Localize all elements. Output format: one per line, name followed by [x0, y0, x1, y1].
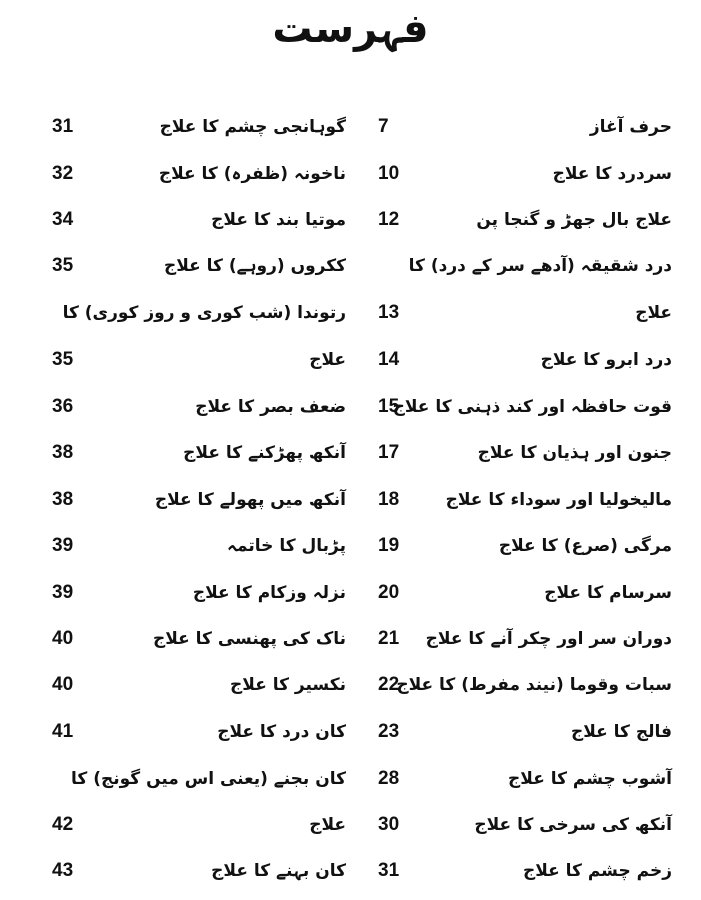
toc-entry-title: سرسام کا علاج — [544, 583, 672, 603]
toc-entry-title: علاج — [309, 815, 346, 835]
toc-entry-title: ناخونہ (ظفرہ) کا علاج — [158, 164, 346, 184]
toc-entry-title: رتوندا (شب کوری و روز کوری) کا — [62, 303, 346, 323]
toc-entry-page: 20 — [378, 582, 400, 603]
toc-entry-title: ضعف بصر کا علاج — [195, 397, 346, 417]
toc-entry-page: 13 — [378, 302, 400, 323]
toc-entry[interactable] — [372, 436, 672, 470]
toc-entry-page: 22 — [378, 674, 400, 695]
toc-entry-page: 17 — [378, 442, 400, 463]
toc-entry[interactable] — [372, 715, 672, 749]
toc-entry[interactable] — [40, 249, 346, 283]
toc-entry[interactable] — [40, 622, 346, 656]
toc-entry-title: مرگی (صرع) کا علاج — [498, 536, 672, 556]
toc-left-column — [40, 102, 346, 892]
toc-entry-title: نکسیر کا علاج — [230, 675, 346, 695]
toc-entry-page: 32 — [52, 163, 74, 184]
toc-entry-title: سبات وقوما (نیند مفرط) کا علاج — [396, 675, 672, 695]
toc-entry-page: 7 — [378, 116, 389, 137]
toc-entry-page: 36 — [52, 396, 74, 417]
toc-entry-page: 38 — [52, 442, 74, 463]
toc-entry-title: آنکھ کی سرخی کا علاج — [474, 815, 672, 835]
toc-entry-page: 42 — [52, 814, 74, 835]
toc-entry-title: علاج بال جھڑ و گنجا پن — [476, 210, 672, 230]
toc-entry-title: درد ابرو کا علاج — [540, 350, 672, 370]
toc-entry[interactable] — [40, 808, 346, 842]
toc-entry-title: پڑبال کا خاتمہ — [227, 536, 346, 556]
toc-entry-title: کان بہنے کا علاج — [211, 861, 346, 881]
toc-entry-page: 12 — [378, 209, 400, 230]
toc-entry[interactable] — [372, 668, 672, 702]
toc-entry[interactable] — [40, 529, 346, 563]
toc-entry-page: 41 — [52, 721, 74, 742]
toc-entry-page: 28 — [378, 768, 400, 789]
toc-entry-title: جنون اور ہذیان کا علاج — [477, 443, 672, 463]
toc-entry-title: کان بجنے (یعنی اس میں گونج) کا — [71, 769, 346, 789]
toc-entry-page: 30 — [378, 814, 400, 835]
toc-entry-title: زخم چشم کا علاج — [522, 861, 672, 881]
toc-entry[interactable] — [372, 249, 672, 283]
toc-entry-title: سردرد کا علاج — [552, 164, 672, 184]
toc-entry[interactable] — [372, 622, 672, 656]
toc-entry[interactable] — [40, 576, 346, 610]
toc-entry-title: حرف آغاز — [589, 117, 672, 137]
toc-entry-title: موتیا بند کا علاج — [211, 210, 346, 230]
toc-entry-page: 35 — [52, 349, 74, 370]
toc-entry-title: کان درد کا علاج — [217, 722, 346, 742]
toc-entry[interactable] — [40, 390, 346, 424]
toc-entry-page: 15 — [378, 396, 400, 417]
toc-entry[interactable] — [40, 296, 346, 330]
toc-entry[interactable] — [40, 203, 346, 237]
toc-entry-title: علاج — [635, 303, 672, 323]
toc-entry-page: 18 — [378, 489, 400, 510]
toc-entry[interactable] — [40, 715, 346, 749]
toc-entry[interactable] — [40, 668, 346, 702]
toc-entry-page: 14 — [378, 349, 400, 370]
toc-entry[interactable] — [40, 854, 346, 888]
toc-entry-title: گوہانجی چشم کا علاج — [159, 117, 346, 137]
toc-entry-title: آشوب چشم کا علاج — [508, 769, 672, 789]
toc-right-column — [372, 102, 672, 892]
toc-entry[interactable] — [40, 762, 346, 796]
toc-entry-title: نزلہ وزکام کا علاج — [192, 583, 346, 603]
toc-entry-title: دوران سر اور چکر آنے کا علاج — [425, 629, 672, 649]
toc-entry[interactable] — [372, 110, 672, 144]
page-title: فہرست — [272, 6, 429, 52]
toc-entry-title: درد شقیقہ (آدھے سر کے درد) کا — [408, 256, 672, 276]
toc-entry-title: علاج — [309, 350, 346, 370]
toc-entry-title: فالج کا علاج — [570, 722, 672, 742]
toc-entry[interactable] — [372, 483, 672, 517]
toc-entry-title: ککروں (روہے) کا علاج — [163, 256, 346, 276]
toc-entry-page: 35 — [52, 255, 74, 276]
toc-entry[interactable] — [372, 762, 672, 796]
toc-entry-page: 21 — [378, 628, 400, 649]
toc-entry[interactable] — [40, 343, 346, 377]
toc-entry-page: 40 — [52, 628, 74, 649]
toc-entry[interactable] — [372, 390, 672, 424]
toc-entry[interactable] — [372, 296, 672, 330]
toc-entry[interactable] — [40, 110, 346, 144]
toc-entry-title: مالیخولیا اور سوداء کا علاج — [445, 490, 672, 510]
toc-entry-page: 34 — [52, 209, 74, 230]
toc-entry[interactable] — [372, 808, 672, 842]
toc-entry-page: 10 — [378, 163, 400, 184]
toc-entry[interactable] — [372, 343, 672, 377]
toc-entry-page: 40 — [52, 674, 74, 695]
toc-entry-page: 39 — [52, 535, 74, 556]
toc-entry-page: 43 — [52, 860, 74, 881]
toc-entry-title: آنکھ میں پھولے کا علاج — [154, 490, 346, 510]
toc — [0, 102, 701, 892]
toc-entry[interactable] — [40, 483, 346, 517]
toc-entry-title: ناک کی پھنسی کا علاج — [152, 629, 346, 649]
toc-entry-title: آنکھ پھڑکنے کا علاج — [183, 443, 346, 463]
toc-entry[interactable] — [372, 529, 672, 563]
toc-entry[interactable] — [372, 576, 672, 610]
toc-entry[interactable] — [372, 157, 672, 191]
toc-entry-title: قوت حافظہ اور کند ذہنی کا علاج — [392, 397, 672, 417]
toc-entry-page: 19 — [378, 535, 400, 556]
toc-entry-page: 23 — [378, 721, 400, 742]
toc-entry[interactable] — [372, 854, 672, 888]
toc-entry-page: 31 — [378, 860, 400, 881]
toc-entry-page: 39 — [52, 582, 74, 603]
toc-entry[interactable] — [372, 203, 672, 237]
toc-entry-page: 38 — [52, 489, 74, 510]
toc-entry[interactable] — [40, 157, 346, 191]
toc-entry-page: 31 — [52, 116, 74, 137]
toc-entry[interactable] — [40, 436, 346, 470]
